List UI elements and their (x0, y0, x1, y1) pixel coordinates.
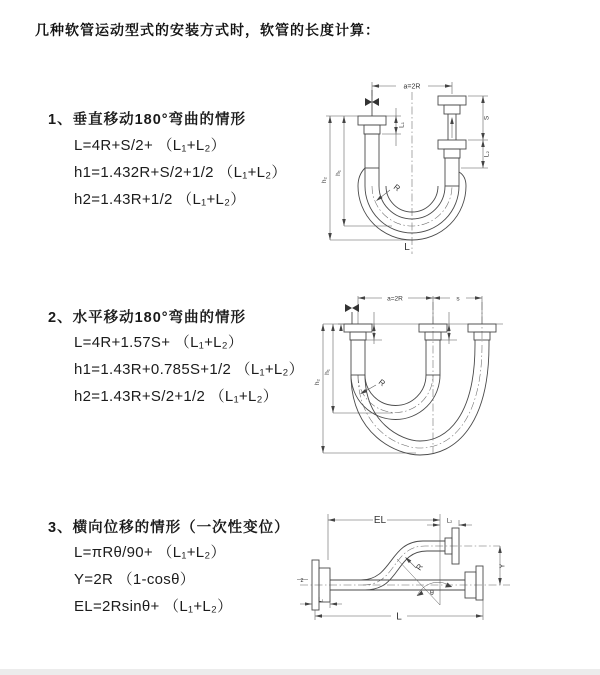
valve-icon (365, 90, 379, 116)
section-1-formula-h2: h2=1.43R+1/2 （L₁+L₂） (74, 191, 246, 208)
dim-label-el: EL (373, 515, 387, 526)
hose-s-curve (330, 541, 445, 590)
section-3-formula-EL: EL=2Rsinθ+ （L₁+L₂） (74, 598, 233, 615)
page-bottom-edge (0, 669, 600, 675)
dim-label-h2: h₂ (314, 378, 321, 386)
radius-label: R (414, 562, 425, 573)
dim-label-a2r: a=2R (387, 295, 403, 303)
section-3-heading: 3、横向位移的情形（一次性变位） (48, 520, 290, 536)
dim-label-l1: L₁ (318, 597, 324, 604)
dim-label-s: s (456, 295, 460, 303)
section-2-formula-h1: h1=1.43R+0.785S+1/2 （L₁+L₂） (74, 361, 304, 378)
radius-label: R (391, 182, 402, 194)
dim-label-y: Y (499, 563, 507, 569)
valve-icon (345, 304, 359, 324)
section-1-formula-L: L=4R+S/2+ （L₁+L₂） (74, 137, 226, 154)
angle-theta (397, 559, 452, 605)
axis-mark: z (300, 578, 304, 584)
left-flange (358, 116, 386, 168)
right-flange-original (465, 566, 483, 600)
dim-label-l2: L₂ (483, 150, 491, 158)
dim-label-h1: h₁ (324, 369, 331, 375)
dim-label-h1: h₁ (335, 170, 342, 176)
angle-label: θ (430, 590, 434, 597)
diagram-lateral-displacement (295, 498, 600, 663)
section-1-heading: 1、垂直移动180°弯曲的情形 (48, 112, 247, 128)
hose-u-bends (351, 345, 489, 455)
section-2-heading: 2、水平移动180°弯曲的情形 (48, 310, 247, 326)
section-2-formula-L: L=4R+1.57S+ （L₁+L₂） (74, 334, 244, 351)
section-1-formula-h1: h1=1.432R+S/2+1/2 （L₁+L₂） (74, 164, 287, 181)
dim-label-h2: h₂ (321, 176, 328, 184)
page-title: 几种软管运动型式的安装方式时，软管的长度计算： (35, 22, 380, 38)
dim-label-s: S (483, 115, 491, 121)
section-3-formula-Y: Y=2R （1-cosθ） (74, 571, 196, 588)
dim-label-l2: L₂ (446, 518, 453, 525)
radius-label: R (376, 377, 387, 389)
right-flange-lower (438, 140, 466, 186)
dim-label-l: L (396, 611, 402, 623)
dim-label-a2r: a=2R (403, 83, 421, 91)
length-label: L (404, 242, 410, 253)
section-3-formula-L: L=πRθ/90+ （L₁+L₂） (74, 544, 226, 561)
section-2-formula-h2: h2=1.43R+S/2+1/2 （L₁+L₂） (74, 388, 279, 405)
dim-label-l1: L₁ (398, 122, 406, 128)
diagram-horizontal-180-bend (298, 282, 590, 462)
left-flange (344, 324, 372, 375)
diagram-vertical-180-bend (300, 68, 580, 258)
up-arrow-icon (450, 117, 454, 124)
